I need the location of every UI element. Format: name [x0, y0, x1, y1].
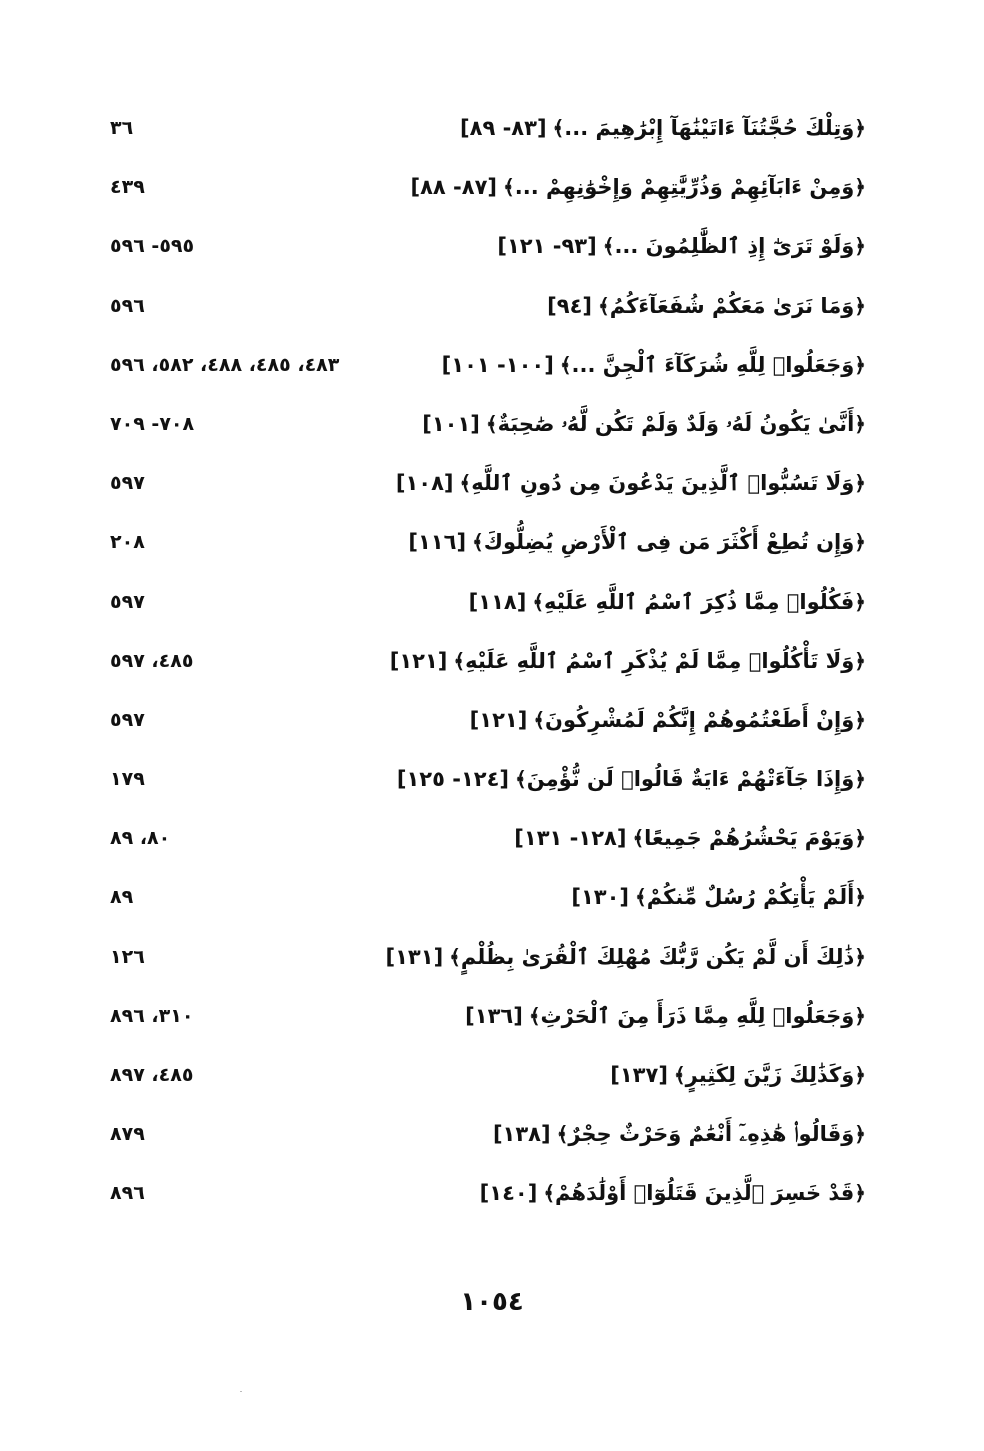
- index-row: [100, 455, 866, 514]
- verse-ref: [١٢٨- ١٣١]: [514, 826, 627, 851]
- page-refs: ٤٨٣، ٤٨٥، ٤٨٨، ٥٨٢، ٥٩٦: [110, 353, 340, 376]
- page-refs: ١٧٩: [110, 768, 145, 791]
- page-refs: ٨٠، ٨٩: [110, 827, 171, 850]
- verse-text: وَمِنْ ءَابَآئِهِمْ وَذُرِّيَّٰتِهِمْ وَإِخْوَٰنِهِمْ ...: [514, 175, 855, 200]
- index-row: [100, 633, 866, 692]
- page-refs: ٥٩٦: [110, 294, 145, 317]
- verse-ref: [١٢٤- ١٢٥]: [396, 767, 510, 792]
- page-refs: ٥٩٧: [110, 708, 145, 731]
- verse-quote: [514, 820, 866, 856]
- verse-quote: [547, 288, 866, 324]
- verse-quote: [442, 347, 866, 383]
- open-brace-icon: ﴿: [854, 352, 866, 377]
- verse-quote: [497, 228, 866, 264]
- index-row: [100, 1106, 866, 1165]
- verse-ref: [١١٦]: [408, 530, 467, 555]
- index-row: [100, 396, 866, 455]
- verse-ref: [٩٤]: [547, 293, 593, 318]
- open-brace-icon: ﴿: [854, 885, 866, 910]
- verse-text: وَجَعَلُوا۟ لِلَّهِ مِمَّا ذَرَأَ مِنَ ٱلْحَرْثِ: [540, 1003, 855, 1028]
- page-refs: ٤٨٥، ٥٩٧: [110, 649, 194, 672]
- open-brace-icon: ﴿: [854, 530, 866, 555]
- index-row: [100, 1165, 866, 1224]
- open-brace-icon: ﴿: [854, 293, 866, 318]
- verse-text: وَلَوْ تَرَىٰٓ إِذِ ٱلظَّٰلِمُونَ ...: [614, 234, 855, 259]
- verse-text: وَكَذَٰلِكَ زَيَّنَ لِكَثِيرٍ: [685, 1063, 855, 1087]
- index-row: [100, 574, 866, 633]
- open-brace-icon: ﴿: [854, 1063, 866, 1087]
- open-brace-icon: ﴿: [854, 589, 866, 614]
- verse-text: قَدْ خَسِرَ ٱلَّذِينَ قَتَلُوٓا۟ أَوْلَٰدَهُمْ: [555, 1181, 855, 1206]
- index-row: [100, 159, 866, 218]
- close-brace-icon: ﴾: [532, 589, 545, 614]
- open-brace-icon: ﴿: [854, 116, 866, 140]
- verse-ref: [١٠٨]: [395, 471, 454, 496]
- verse-quote: [386, 939, 867, 975]
- page-refs: ٣٦: [110, 117, 134, 139]
- verse-text: ذَٰلِكَ أَن لَّمْ يَكُن رَّبُّكَ مُهْلِكَ ٱلْقُرَىٰ بِظُلْمٍ: [460, 944, 855, 969]
- close-brace-icon: ﴾: [528, 1003, 541, 1028]
- verse-quote: [460, 110, 866, 146]
- page-refs: ٨٩: [110, 886, 134, 909]
- page-refs: ٧٠٨- ٧٠٩: [110, 412, 195, 435]
- close-brace-icon: ﴾: [635, 885, 647, 910]
- index-row: [100, 869, 866, 928]
- page-refs: ٥٩٧: [110, 590, 145, 613]
- verse-quote: [390, 643, 866, 679]
- open-brace-icon: ﴿: [854, 411, 866, 436]
- page-refs: ١٢٦: [110, 945, 145, 968]
- verse-quote: [469, 584, 866, 620]
- page-refs: ٤٣٩: [110, 176, 145, 199]
- index-row: [100, 692, 866, 751]
- verse-ref: [١٠١]: [422, 411, 480, 436]
- page-refs: ٥٩٧: [110, 472, 145, 495]
- open-brace-icon: ﴿: [854, 1181, 866, 1206]
- index-row: [100, 751, 866, 810]
- close-brace-icon: ﴾: [602, 234, 615, 259]
- page-refs: ٤٨٥، ٨٩٧: [110, 1064, 194, 1086]
- verse-quote: [422, 406, 866, 442]
- verse-text: أَنَّىٰ يَكُونُ لَهُۥ وَلَدٌ وَلَمْ تَكُن لَّهُۥ صَٰحِبَةٌ: [497, 411, 855, 436]
- verse-quote: [610, 1057, 866, 1093]
- verse-quote: [396, 465, 866, 501]
- index-row: [100, 100, 866, 159]
- index-row: [100, 337, 866, 396]
- verse-text: فَكُلُوا۟ مِمَّا ذُكِرَ ٱسْمُ ٱللَّهِ عَلَيْهِ: [544, 589, 855, 614]
- open-brace-icon: ﴿: [854, 648, 866, 673]
- page-refs: ٣١٠، ٨٩٦: [110, 1004, 194, 1027]
- verse-quote: [470, 702, 866, 738]
- close-brace-icon: ﴾: [559, 352, 572, 377]
- verse-ref: [١٣٧]: [610, 1063, 668, 1087]
- verse-ref: [١١٨]: [468, 589, 527, 614]
- verse-text: وَيَوْمَ يَحْشُرُهُمْ جَمِيعًا: [644, 826, 855, 851]
- close-brace-icon: ﴾: [632, 826, 645, 851]
- verse-text: وَمَا نَرَىٰ مَعَكُمْ شُفَعَآءَكُمُ: [609, 293, 855, 318]
- close-brace-icon: ﴾: [472, 530, 484, 555]
- open-brace-icon: ﴿: [854, 826, 866, 851]
- index-row: [100, 988, 866, 1047]
- verse-ref: [٨٧- ٨٨]: [410, 175, 498, 200]
- page-refs: ٨٧٩: [110, 1123, 145, 1146]
- verse-quote: [493, 1116, 866, 1152]
- open-brace-icon: ﴿: [854, 1122, 866, 1147]
- open-brace-icon: ﴿: [854, 707, 866, 732]
- verse-text: وَلَا تَأْكُلُوا۟ مِمَّا لَمْ يُذْكَرِ ٱسْمُ ٱللَّهِ عَلَيْهِ: [465, 648, 855, 673]
- close-brace-icon: ﴾: [459, 471, 472, 496]
- verse-text: أَلَمْ يَأْتِكُمْ رُسُلٌ مِّنكُمْ: [646, 885, 855, 910]
- verse-quote: [411, 169, 867, 205]
- verse-quote: [571, 879, 866, 915]
- index-row: [100, 810, 866, 869]
- page-number: ١٠٥٤: [460, 1287, 524, 1317]
- index-row: [100, 929, 866, 988]
- index-row: [100, 514, 866, 573]
- verse-text: وَإِنْ أَطَعْتُمُوهُمْ إِنَّكُمْ لَمُشْرِكُونَ: [545, 707, 855, 732]
- page-refs: ٨٩٦: [110, 1182, 145, 1205]
- verse-ref: [١٤٠]: [479, 1181, 538, 1206]
- verse-ref: [١٣٠]: [571, 885, 629, 910]
- verse-text: وَتِلْكَ حُجَّتُنَآ ءَاتَيْنَٰهَآ إِبْرَٰهِيمَ ...: [564, 116, 855, 140]
- verse-ref: [١٣٦]: [465, 1003, 523, 1028]
- verse-text: وَإِذَا جَآءَتْهُمْ ءَايَةٌ قَالُوا۟ لَن نُّؤْمِنَ: [526, 767, 855, 792]
- open-brace-icon: ﴿: [854, 1003, 866, 1028]
- verse-ref: [٨٣- ٨٩]: [460, 116, 547, 140]
- close-brace-icon: ﴾: [449, 944, 461, 969]
- scan-dot: [240, 1391, 242, 1392]
- verse-ref: [١٠٠- ١٠١]: [441, 352, 554, 377]
- open-brace-icon: ﴿: [854, 234, 866, 259]
- verse-text: وَجَعَلُوا۟ لِلَّهِ شُرَكَآءَ ٱلْجِنَّ ...: [571, 352, 855, 377]
- verse-ref: [١٣٨]: [492, 1122, 551, 1147]
- page-refs: ٥٩٥- ٥٩٦: [110, 235, 195, 258]
- index-row: [100, 218, 866, 277]
- verse-ref: [١٢١]: [389, 648, 448, 673]
- open-brace-icon: ﴿: [854, 471, 866, 496]
- verse-quote: [397, 761, 866, 797]
- verse-quote: [480, 1175, 866, 1211]
- open-brace-icon: ﴿: [854, 767, 866, 792]
- verse-text: وَلَا تَسُبُّوا۟ ٱلَّذِينَ يَدْعُونَ مِن دُونِ ٱللَّهِ: [471, 471, 855, 496]
- close-brace-icon: ﴾: [533, 707, 546, 732]
- index-row: [100, 1047, 866, 1106]
- close-brace-icon: ﴾: [543, 1181, 556, 1206]
- close-brace-icon: ﴾: [598, 293, 610, 318]
- verse-ref: [٩٣- ١٢١]: [497, 234, 597, 259]
- open-brace-icon: ﴿: [854, 175, 866, 200]
- verse-text: وَإِن تُطِعْ أَكْثَرَ مَن فِى ٱلْأَرْضِ يُضِلُّوكَ: [483, 530, 855, 555]
- page-refs: ٢٠٨: [110, 531, 145, 554]
- close-brace-icon: ﴾: [552, 116, 565, 140]
- close-brace-icon: ﴾: [673, 1063, 686, 1087]
- verse-quote: [408, 524, 866, 560]
- close-brace-icon: ﴾: [515, 767, 527, 792]
- open-brace-icon: ﴿: [854, 944, 866, 969]
- close-brace-icon: ﴾: [503, 175, 515, 200]
- close-brace-icon: ﴾: [485, 411, 498, 436]
- index-row: [100, 278, 866, 337]
- close-brace-icon: ﴾: [453, 648, 466, 673]
- verse-ref: [١٢١]: [469, 707, 528, 732]
- close-brace-icon: ﴾: [556, 1122, 569, 1147]
- verse-quote: [465, 998, 866, 1034]
- verse-text: وَقَالُوا۟ هَٰذِهِۦٓ أَنْعَٰمٌ وَحَرْثٌ حِجْرٌ: [568, 1122, 855, 1147]
- verse-index-list: [100, 100, 866, 1225]
- verse-ref: [١٣١]: [385, 944, 444, 969]
